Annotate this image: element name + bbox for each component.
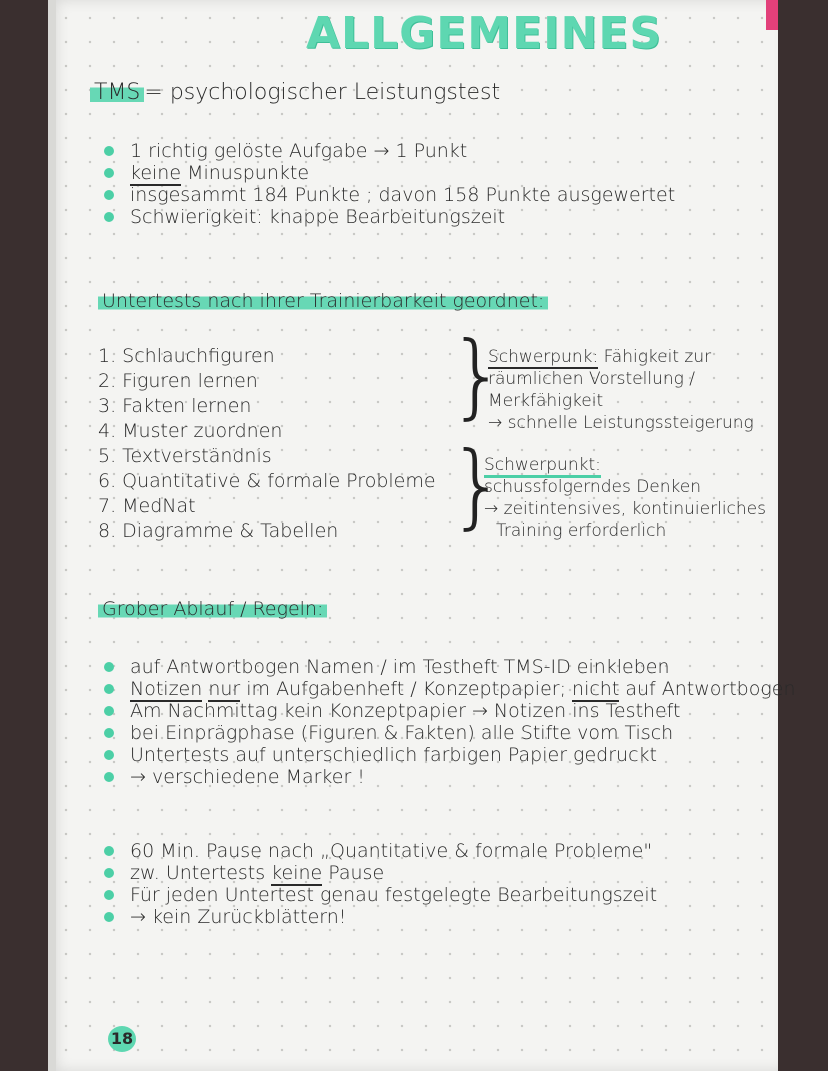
group1-line: Fähigkeit zur [603,347,712,367]
facts-list [104,140,675,228]
rules-heading [98,598,327,620]
list-item: Am Nachmittag kein Konzeptpapier → Notizen ins Testheft [104,700,795,722]
subtests-heading [98,290,548,312]
keine-underlined: keine [130,162,182,184]
tms-term: TMS [90,80,144,105]
list-item: 60 Min. Pause nach „Quantitative & formale Probleme" [104,840,657,862]
list-item: 5. Textverständnis [98,445,272,467]
list-item: 1 richtig gelöste Aufgabe → 1 Punkt [104,140,675,162]
tms-definition [90,80,500,105]
brace-group-1: } [448,322,507,429]
list-item: 3. Fakten lernen [98,395,252,417]
list-item: bei Einprägphase (Figuren & Fakten) alle Stifte vom Tisch [104,722,795,744]
rules-heading-text: Grober Ablauf / Regeln: [98,598,327,620]
subtests-heading-text: Untertests nach ihrer Trainierbarkeit geordnet: [98,290,548,312]
notebook-spine [48,0,56,1071]
group2-line: schussfolgerndes Denken [484,477,702,497]
brace-group-2: } [448,432,507,539]
group2-label: Schwerpunkt: [484,455,601,478]
tms-definition-text: = psychologischer Leistungstest [144,80,501,105]
rules-list [104,656,795,788]
list-item: 8. Diagramme & Tabellen [98,520,339,542]
list-item: 6. Quantitative & formale Probleme [98,470,436,492]
list-item: insgesammt 184 Punkte ; davon 158 Punkte ausgewertet [104,184,675,206]
list-item: 4. Muster zuordnen [98,420,283,442]
group2-note [484,454,766,542]
group2-result-2: Training erforderlich [496,521,667,541]
list-item [104,766,795,788]
group1-label: Schwerpunk: [488,347,599,367]
rules2-note: → kein Zurückblättern! [130,906,347,928]
list-item: Untertests auf unterschiedlich farbigen Papier gedruckt [104,744,795,766]
subtests-list [98,344,436,544]
list-item: Schwierigkeit: knappe Bearbeitungszeit [104,206,675,228]
list-item: Notizen nur im Aufgabenheft / Konzeptpapier; nicht auf Antwortbogen [104,678,795,700]
list-item: 1. Schlauchfiguren [98,345,275,367]
list-item: keine Minuspunkte [104,162,675,184]
page-title: ALLGEMEINES [306,8,663,59]
list-item: zw. Untertests keine Pause [104,862,657,884]
group1-note [488,346,754,434]
rules-note: → verschiedene Marker ! [130,766,365,788]
group1-line: Merkfähigkeit [488,391,604,411]
list-item [104,906,657,928]
list-item: 7. MedNat [98,495,196,517]
group2-result: → zeitintensives, kontinuierliches [484,499,766,519]
group1-line: räumlichen Vorstellung / [488,369,695,389]
list-item: auf Antwortbogen Namen / im Testheft TMS-ID einkleben [104,656,795,678]
list-item: 2. Figuren lernen [98,370,258,392]
rules2-list [104,840,657,928]
group1-result: → schnelle Leistungssteigerung [488,413,754,433]
list-item: Für jeden Untertest genau festgelegte Bearbeitungszeit [104,884,657,906]
notebook-page [48,0,796,1071]
page-number: 18 [108,1026,136,1052]
corner-tab [766,0,778,30]
